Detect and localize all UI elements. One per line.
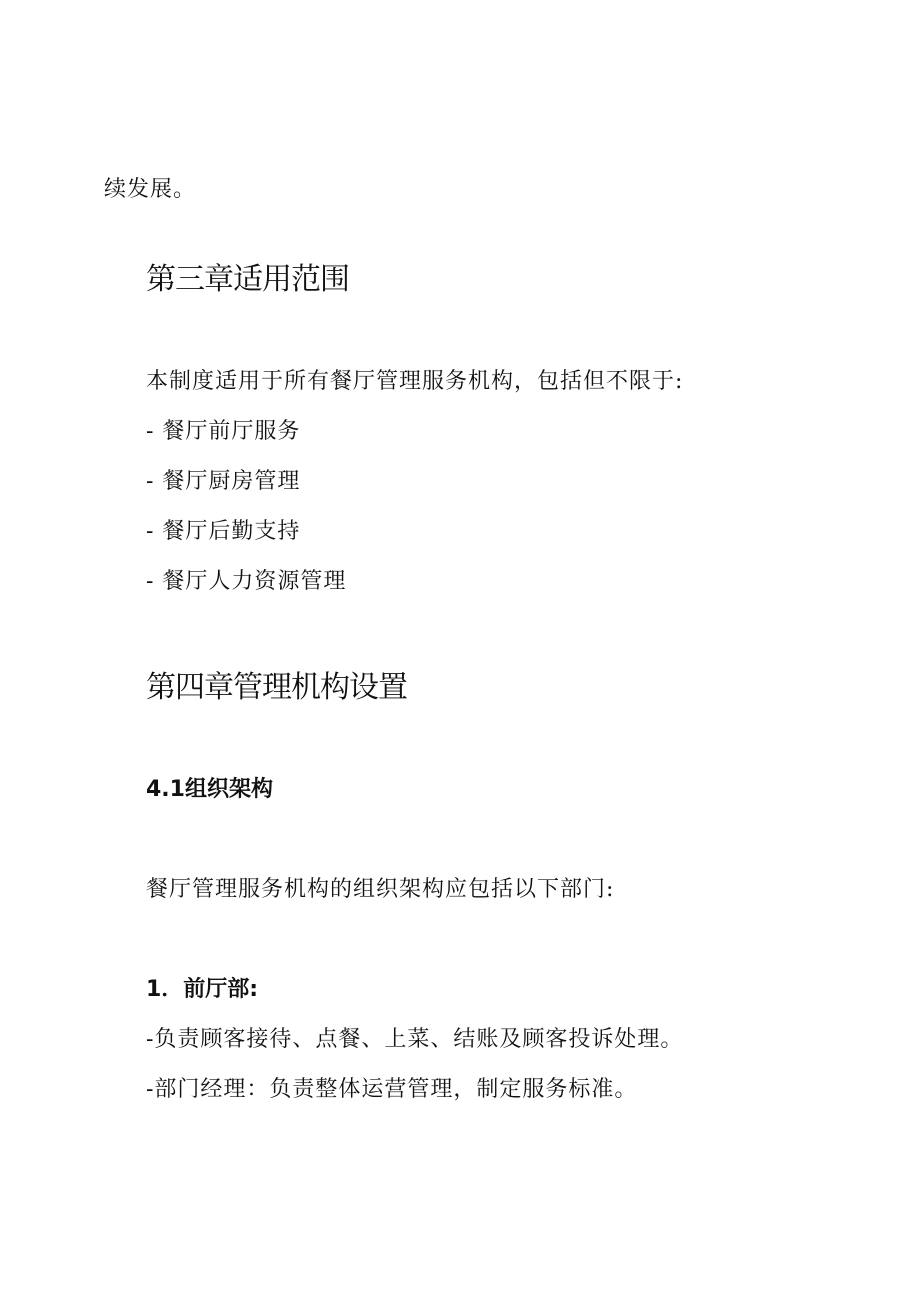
department-front-hall-manager: -部门经理：负责整体运营管理，制定服务标准。 bbox=[146, 1077, 638, 1102]
department-front-hall-heading: 1．前厅部: bbox=[146, 977, 259, 1002]
section-4-1-intro: 餐厅管理服务机构的组织架构应包括以下部门: bbox=[146, 877, 615, 902]
scope-item-front-hall: - 餐厅前厅服务 bbox=[146, 419, 301, 444]
chapter-4-title: 第四章管理机构设置 bbox=[146, 670, 407, 705]
section-4-1-heading: 4.1组织架构 bbox=[146, 777, 273, 802]
scope-item-hr: - 餐厅人力资源管理 bbox=[146, 569, 347, 594]
chapter-3-title: 第三章适用范围 bbox=[146, 262, 349, 297]
scope-item-logistics: - 餐厅后勤支持 bbox=[146, 519, 301, 544]
scope-item-kitchen: - 餐厅厨房管理 bbox=[146, 469, 301, 494]
continuation-text: 续发展。 bbox=[104, 177, 197, 202]
department-front-hall-duty: -负责顾客接待、点餐、上菜、结账及顾客投诉处理。 bbox=[146, 1027, 684, 1052]
chapter-3-intro: 本制度适用于所有餐厅管理服务机构，包括但不限于: bbox=[146, 369, 684, 394]
